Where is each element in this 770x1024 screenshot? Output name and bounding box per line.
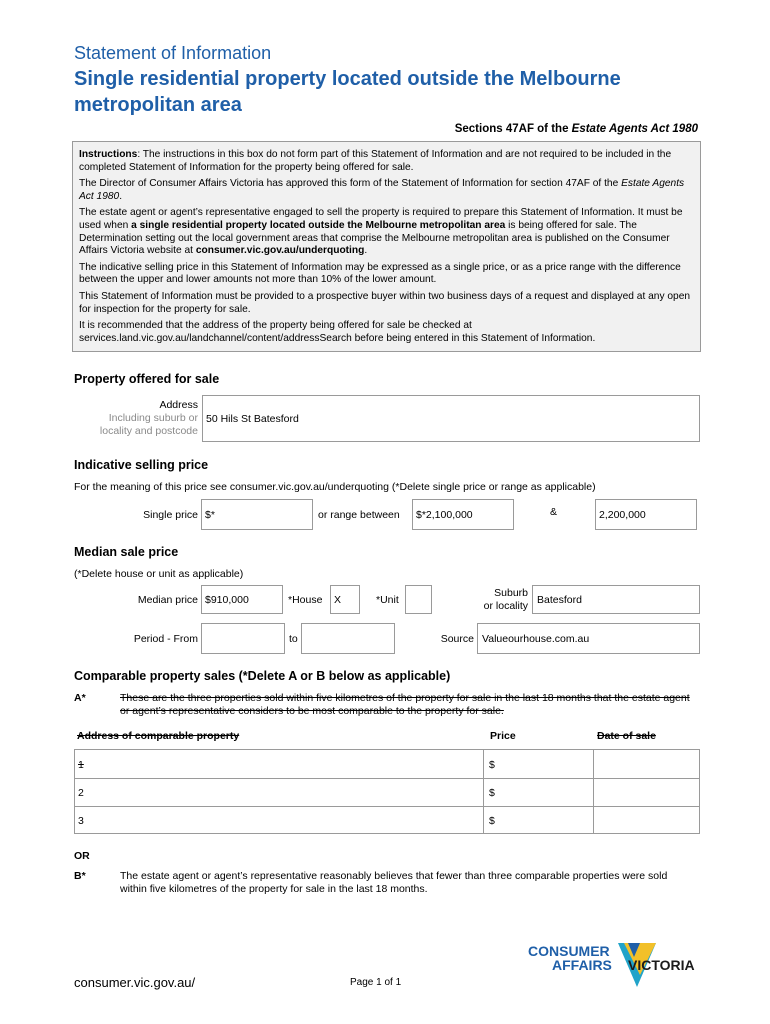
logo-graphic [528, 941, 704, 991]
unit-label: *Unit [376, 594, 399, 606]
or-label: OR [74, 850, 90, 862]
instructions-p3-text-a: The estate agent or agent’s representative engaged to sell the property is required to prepare this Statement of Information. It must be used when [79, 207, 683, 231]
instructions-p3-text-b: is being offered for sale. The Determination setting out the local government areas that comprise the Melbourne metropolitan area is published on the Consumer Affairs Victoria website at [79, 219, 670, 257]
suburb-label [460, 587, 528, 613]
period-to-label: to [289, 633, 298, 645]
single-price-field[interactable]: $* [201, 499, 313, 530]
range-ampersand: & [550, 506, 558, 518]
col-price-header: Price [490, 730, 516, 742]
table-divider-2 [593, 750, 594, 833]
col-date-header: Date of sale [597, 730, 656, 742]
consumer-affairs-victoria-logo [528, 941, 704, 991]
instructions-p2-text: The Director of Consumer Affairs Victoria has approved this form of the Statement of Information for section 47AF of the [79, 178, 622, 190]
instructions-label: Instructions [79, 149, 138, 160]
row-2-number: 2 [78, 787, 84, 799]
instructions-p3-bold: a single residential property located outside the Melbourne metropolitan area [131, 219, 506, 231]
instructions-p6: It is recommended that the address of the property being offered for sale be checked at services.land.vic.gov.au/landchannel/content/addressSearch before being entered in this Statement of Information. [79, 320, 596, 344]
address-label-line2: Including suburb or [108, 412, 198, 424]
comparable-table [74, 749, 700, 834]
period-to-field[interactable] [301, 623, 395, 654]
instructions-p2-act: Estate Agents Act 1980 [79, 178, 685, 202]
median-price-field[interactable]: $910,000 [201, 585, 283, 614]
house-checkbox[interactable]: X [330, 585, 360, 614]
logo-consumer-text: CONSUMER [528, 943, 610, 959]
period-from-label: Period - From [133, 633, 198, 645]
source-field[interactable]: Valueourhouse.com.au [477, 623, 700, 654]
indicative-note: For the meaning of this price see consumer.vic.gov.au/underquoting (*Delete single price or range as applicable) [74, 481, 596, 493]
row-3-number: 3 [78, 815, 84, 827]
instructions-box [72, 141, 701, 352]
option-a-text: These are the three properties sold within five kilometres of the property for sale in the last 18 months that the estate agent or agent’s representative considers to be most comparable to the property for sale. [120, 692, 690, 717]
range-low-field[interactable]: $*2,100,000 [412, 499, 514, 530]
table-row-line-2 [75, 806, 699, 807]
comparable-heading: Comparable property sales (*Delete A or B below as applicable) [74, 669, 451, 683]
address-field[interactable]: 50 Hils St Batesford [202, 395, 700, 442]
col-address-header: Address of comparable property [77, 730, 240, 742]
suburb-field[interactable]: Batesford [532, 585, 700, 614]
sections-prefix: Sections 47AF of the [454, 123, 572, 135]
page-number: Page 1 of 1 [350, 977, 402, 988]
property-heading: Property offered for sale [74, 372, 220, 386]
table-divider-1 [483, 750, 484, 833]
row-1-price[interactable]: $ [489, 759, 495, 771]
suburb-label-line2: or locality [483, 600, 528, 612]
instructions-p3-end: . [364, 245, 368, 257]
address-label-line3: locality and postcode [99, 425, 198, 437]
logo-affairs-text: AFFAIRS [552, 957, 612, 973]
sections-reference [455, 123, 698, 135]
address-label [60, 399, 198, 438]
row-3-price[interactable]: $ [489, 815, 495, 827]
instructions-p3 [79, 207, 693, 257]
option-b-text: The estate agent or agent’s representative reasonably believes that fewer than three comparable properties were sold within five kilometres of the property for sale in the last 18 months. [120, 870, 668, 895]
footer-url[interactable]: consumer.vic.gov.au/ [74, 975, 196, 990]
unit-checkbox[interactable] [405, 585, 432, 614]
suburb-label-line1: Suburb [494, 587, 528, 599]
median-note: (*Delete house or unit as applicable) [74, 568, 244, 580]
range-high-field[interactable]: 2,200,000 [595, 499, 697, 530]
form-title: Single residential property located outside the Melbourne metropolitan area [74, 68, 621, 116]
option-b-label: B* [74, 870, 86, 882]
instructions-p4: The indicative selling price in this Statement of Information may be expressed as a single price, or as a price range with the difference between the upper and lower amounts not more than 10% of the lower amount. [79, 261, 681, 286]
table-row-line-1 [75, 778, 699, 779]
median-price-label: Median price [137, 594, 198, 606]
underquoting-link[interactable]: consumer.vic.gov.au/underquoting [195, 245, 365, 257]
instructions-p1-text: : The instructions in this box do not form part of this Statement of Information and are not required to be included in the completed Statement of Information for the property being offered for sale. [79, 149, 672, 173]
row-2-price[interactable]: $ [489, 787, 495, 799]
address-label-line1: Address [159, 399, 198, 411]
row-1-number: 1 [78, 759, 84, 771]
sections-act: Estate Agents Act 1980 [571, 123, 698, 135]
instructions-p2-end: . [119, 190, 123, 202]
source-label: Source [440, 633, 474, 645]
option-a-label: A* [74, 692, 86, 704]
period-from-field[interactable] [201, 623, 285, 654]
logo-victoria-text: VICTORIA [628, 957, 695, 973]
instructions-p5: This Statement of Information must be provided to a prospective buyer within two business days of a request and displayed at any open for inspection for the property for sale. [79, 290, 691, 315]
indicative-heading: Indicative selling price [74, 458, 209, 472]
form-subtitle: Statement of Information [74, 43, 272, 63]
single-price-label: Single price [143, 509, 198, 521]
median-heading: Median sale price [74, 545, 179, 559]
instructions-p1 [79, 149, 693, 174]
instructions-p2 [79, 178, 693, 203]
range-label: or range between [318, 509, 400, 521]
house-label: *House [288, 594, 323, 606]
